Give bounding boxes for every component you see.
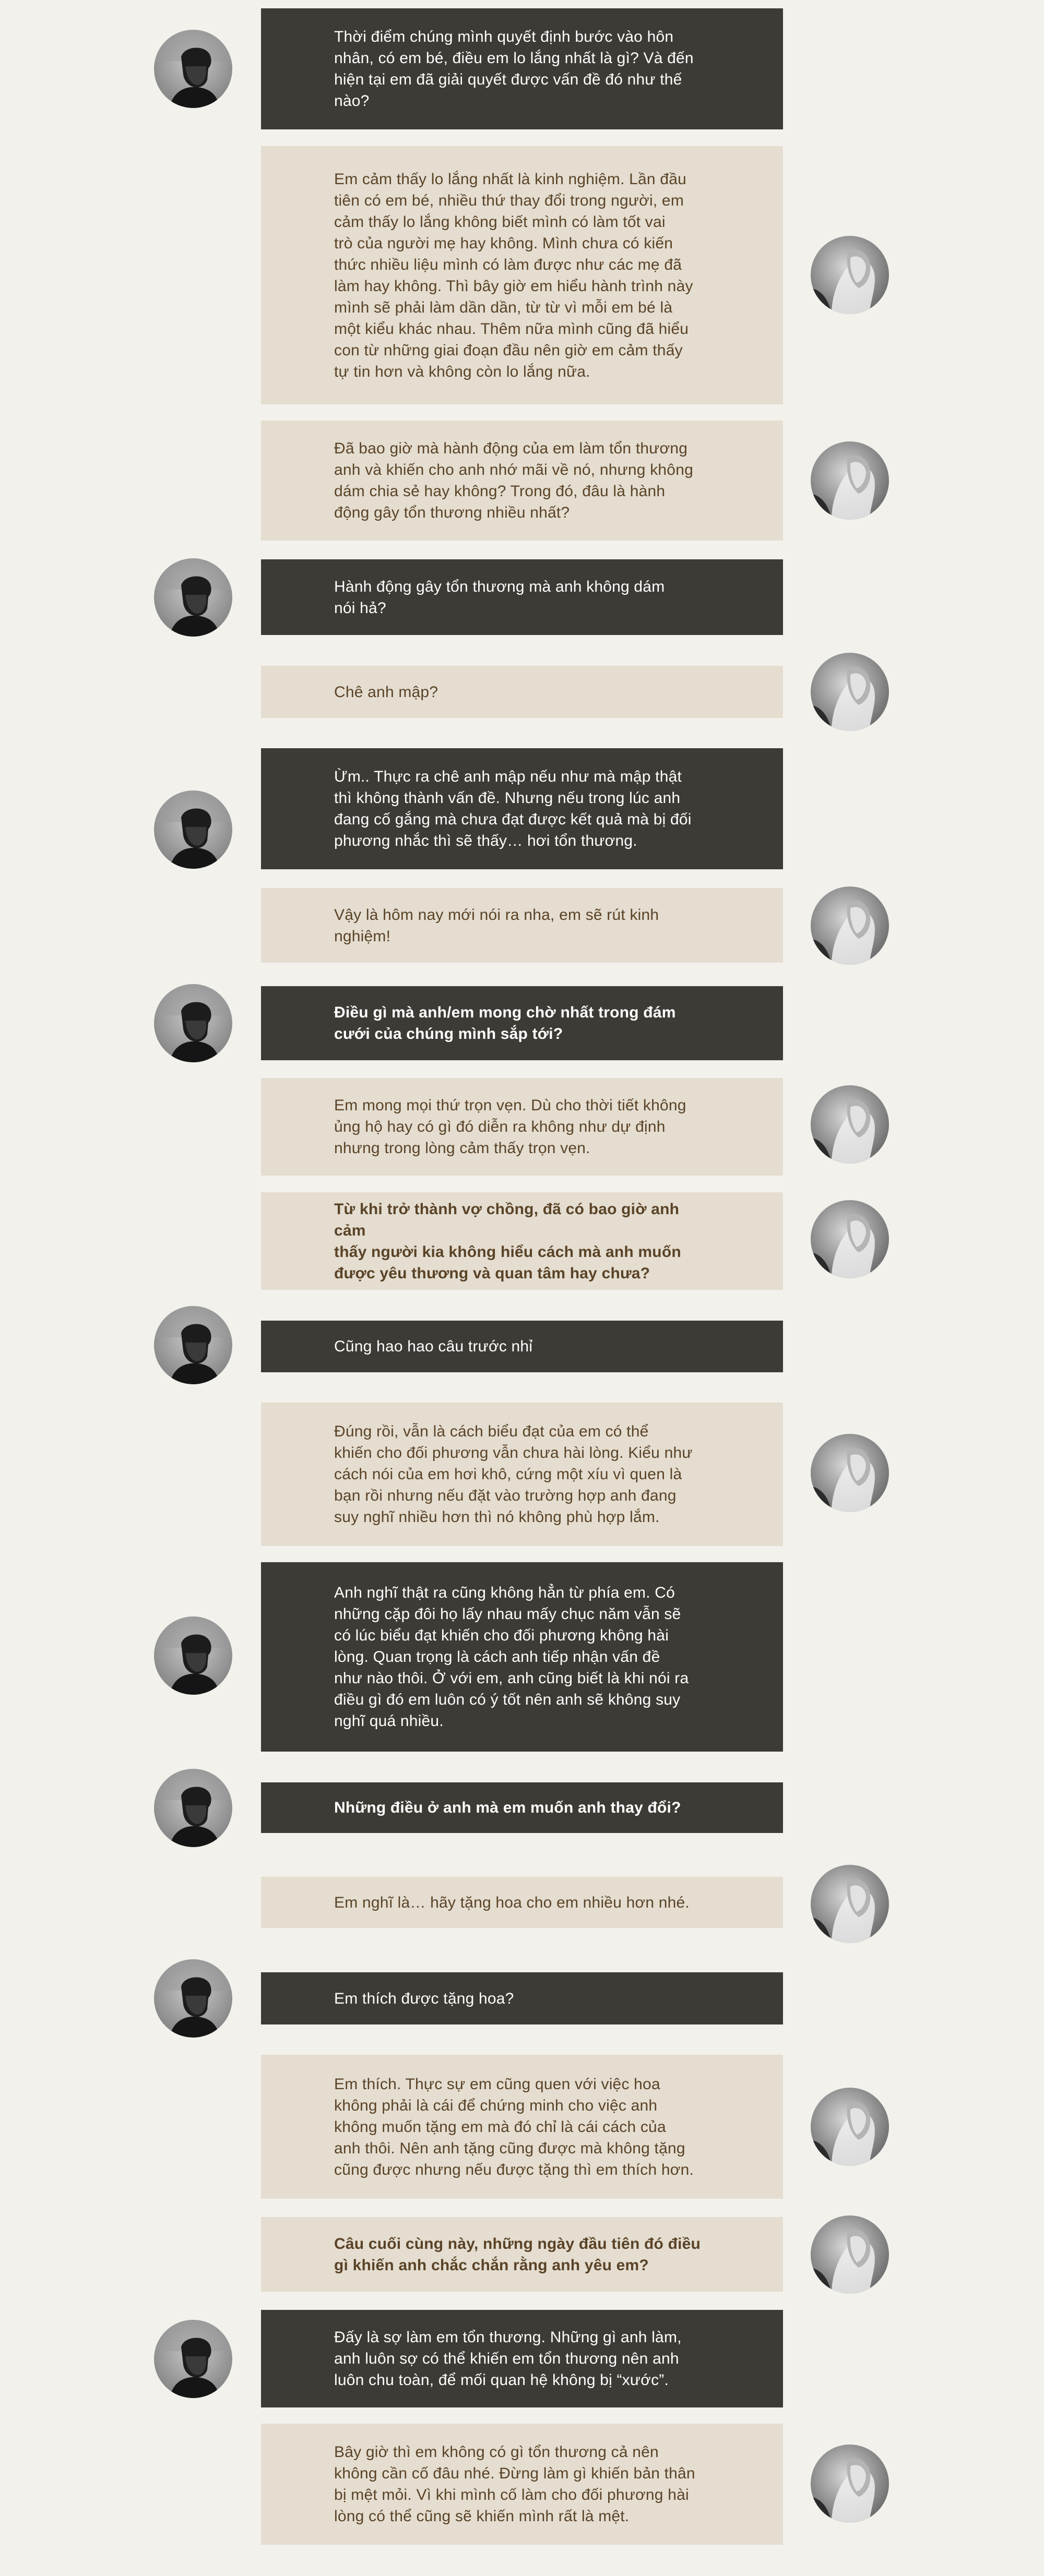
avatar-her	[811, 2215, 889, 2294]
message-text: Đúng rồi, vẫn là cách biểu đạt của em có thể khiến cho đối phương vẫn chưa hài lòng. Kiểu như cách nói của em hơi khô, cứng một xíu vì quen là bạn rồi nhưng nếu đặt vào trường hợp anh đang suy nghĩ nhiều hơn thì nó không phù hợp lắm.	[334, 1423, 693, 1526]
message-text: Em nghĩ là… hãy tặng hoa cho em nhiều hơn nhé.	[334, 1894, 690, 1911]
message-row	[0, 1972, 1044, 2024]
avatar-him	[154, 30, 232, 108]
message-bubble	[261, 1972, 783, 2024]
message-text: Cũng hao hao câu trước nhỉ	[334, 1338, 533, 1355]
message-text: Chê anh mập?	[334, 683, 438, 701]
message-bubble	[261, 2424, 783, 2545]
message-row	[0, 2424, 1044, 2545]
avatar-her	[811, 1200, 889, 1278]
message-text: Câu cuối cùng này, những ngày đầu tiên đó điều gì khiến anh chắc chắn rằng anh yêu em?	[334, 2235, 701, 2274]
message-row	[0, 986, 1044, 1060]
question-bubble	[261, 1782, 783, 1833]
message-text: Những điều ở anh mà em muốn anh thay đổi?	[334, 1799, 681, 1816]
avatar-him	[154, 2320, 232, 2398]
avatar-her	[811, 1085, 889, 1164]
message-text: Em thích. Thực sự em cũng quen với việc hoa không phải là cái để chứng minh cho việc anh không muốn tặng em mà đó chỉ là cái cách của anh thôi. Nên anh tặng cũng được mà không tặng cũng được nhưng nếu được tặng thì em thích hơn.	[334, 2075, 694, 2178]
message-bubble	[261, 421, 783, 541]
message-text: Điều gì mà anh/em mong chờ nhất trong đám cưới của chúng mình sắp tới?	[334, 1004, 676, 1043]
message-bubble	[261, 2310, 783, 2407]
message-row	[0, 146, 1044, 404]
avatar-him	[154, 790, 232, 869]
question-bubble	[261, 1192, 783, 1290]
message-text: Anh nghĩ thật ra cũng không hẳn từ phía em. Có những cặp đôi họ lấy nhau mấy chục năm vẫn sẽ có lúc biểu đạt khiến cho đối phương không hài lòng. Quan trọng là cách anh tiếp nhận vấn đề như nào thôi. Ở với em, anh cũng biết là khi nói ra điều gì đó em luôn có ý tốt nên anh sẽ không suy nghĩ quá nhiều.	[334, 1584, 689, 1730]
avatar-him	[154, 558, 232, 637]
message-row	[0, 2217, 1044, 2292]
avatar-him	[154, 1959, 232, 2038]
message-row	[0, 1321, 1044, 1372]
message-text: Đấy là sợ làm em tổn thương. Những gì anh làm, anh luôn sợ có thể khiến em tổn thương nên anh luôn chu toàn, để mối quan hệ không bị “xước”.	[334, 2329, 682, 2389]
message-bubble	[261, 1078, 783, 1176]
message-text: Bây giờ thì em không có gì tổn thương cả nên không cần cố đâu nhé. Đừng làm gì khiến bản thân bị mệt mỏi. Vì khi mình cố làm cho đối phương hài lòng có thể cũng sẽ khiến mình rất là mệt.	[334, 2443, 695, 2525]
question-bubble	[261, 2217, 783, 2292]
message-text: Ừm.. Thực ra chê anh mập nếu như mà mập thật thì không thành vấn đề. Nhưng nếu trong lúc anh đang cố gắng mà chưa đạt được kết quả mà bị đối phương nhắc thì sẽ thấy… hơi tổn thương.	[334, 768, 692, 849]
avatar-her	[811, 1434, 889, 1512]
avatar-him	[154, 1769, 232, 1847]
avatar-him	[154, 984, 232, 1062]
message-bubble	[261, 888, 783, 963]
message-row	[0, 1078, 1044, 1176]
message-row	[0, 1877, 1044, 1928]
message-text: Từ khi trở thành vợ chồng, đã có bao giờ anh cảm thấy người kia không hiểu cách mà anh muốn được yêu thương và quan tâm hay chưa?	[334, 1200, 681, 1282]
message-row	[0, 1403, 1044, 1546]
avatar-her	[811, 1865, 889, 1943]
message-row	[0, 748, 1044, 869]
question-bubble	[261, 986, 783, 1060]
message-bubble	[261, 8, 783, 129]
message-row	[0, 1192, 1044, 1290]
message-text: Đã bao giờ mà hành động của em làm tổn thương anh và khiến cho anh nhớ mãi về nó, nhưng không dám chia sẻ hay không? Trong đó, đâu là hành động gây tổn thương nhiều nhất?	[334, 440, 693, 521]
message-bubble	[261, 2055, 783, 2199]
message-bubble	[261, 1562, 783, 1752]
message-row	[0, 559, 1044, 635]
message-row	[0, 8, 1044, 129]
message-bubble	[261, 748, 783, 869]
avatar-her	[811, 2445, 889, 2523]
message-text: Hành động gây tổn thương mà anh không dám nói hả?	[334, 578, 665, 617]
message-bubble	[261, 1321, 783, 1372]
message-bubble	[261, 1403, 783, 1546]
message-text: Em cảm thấy lo lắng nhất là kinh nghiệm. Lần đầu tiên có em bé, nhiều thứ thay đổi trong người, em cảm thấy lo lắng không biết mình có làm tốt vai trò của người mẹ hay không. Mình chưa có kiến thức nhiều liệu mình có làm được như các mẹ đã làm hay không. Thì bây giờ em hiểu hành trình này mình sẽ phải làm dần dần, từ từ vì mỗi em bé là một kiểu khác nhau. Thêm nữa mình cũng đã hiểu con từ những giai đoạn đầu nên giờ em cảm thấy tự tin hơn và không còn lo lắng nữa.	[334, 170, 693, 380]
message-bubble	[261, 559, 783, 635]
avatar-her	[811, 236, 889, 314]
message-row	[0, 1562, 1044, 1752]
avatar-her	[811, 441, 889, 520]
message-row	[0, 2055, 1044, 2199]
message-bubble	[261, 146, 783, 404]
message-row	[0, 2310, 1044, 2407]
avatar-him	[154, 1306, 232, 1384]
avatar-her	[811, 886, 889, 965]
message-row	[0, 666, 1044, 718]
avatar-him	[154, 1616, 232, 1695]
avatar-her	[811, 653, 889, 731]
message-text: Em mong mọi thứ trọn vẹn. Dù cho thời tiết không ủng hộ hay có gì đó diễn ra không như dự định nhưng trong lòng cảm thấy trọn vẹn.	[334, 1097, 686, 1157]
avatar-her	[811, 2088, 889, 2166]
message-text: Vậy là hôm nay mới nói ra nha, em sẽ rút kinh nghiệm!	[334, 906, 659, 945]
message-row	[0, 1782, 1044, 1833]
message-row	[0, 421, 1044, 541]
message-row	[0, 888, 1044, 963]
message-bubble	[261, 1877, 783, 1928]
message-bubble	[261, 666, 783, 718]
message-text: Em thích được tặng hoa?	[334, 1990, 514, 2007]
message-text: Thời điểm chúng mình quyết định bước vào hôn nhân, có em bé, điều em lo lắng nhất là gì? Và đến hiện tại em đã giải quyết được vấn đề đó như thế nào?	[334, 28, 694, 110]
